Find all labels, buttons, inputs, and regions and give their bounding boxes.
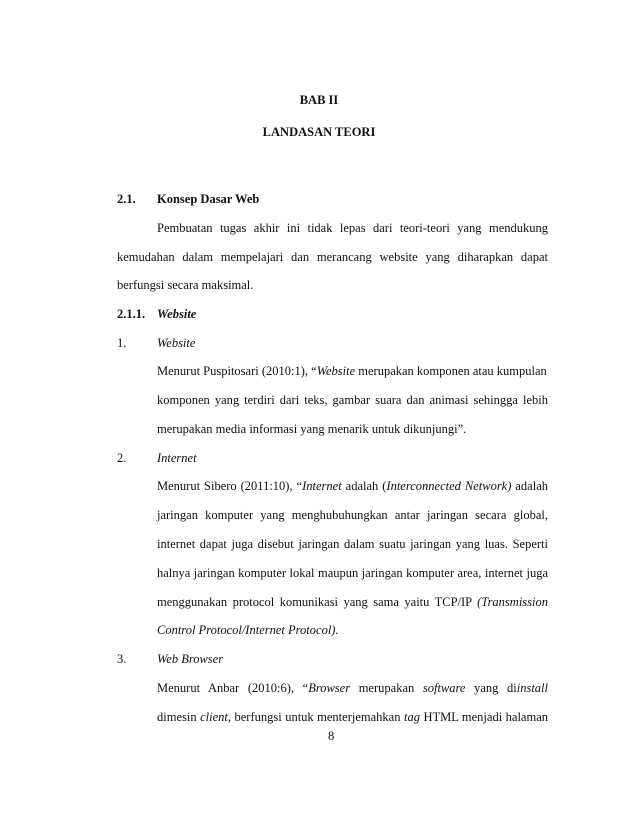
list-item-title: Web Browser: [157, 652, 224, 666]
subsection-number: 2.1.1.: [117, 307, 146, 321]
list-item-number: 3.: [117, 652, 127, 666]
paragraph-line: Control Protocol/Internet Protocol).: [157, 623, 339, 637]
paragraph-line: dimesin client, berfungsi untuk menterjemahkan tag HTML menjadi halaman: [157, 710, 549, 724]
paragraph-line: internet dapat juga disebut jaringan dalam suatu jaringan yang luas. Seperti: [157, 537, 548, 551]
paragraph-line: halnya jaringan komputer lokal maupun jaringan komputer area, internet juga: [157, 566, 548, 580]
list-item-number: 1.: [117, 336, 127, 350]
subsection-title: Website: [157, 307, 197, 321]
list-item-title: Internet: [157, 451, 197, 465]
section-number: 2.1.: [117, 192, 136, 206]
paragraph-line: kemudahan dalam mempelajari dan merancang website yang diharapkan dapat: [117, 250, 548, 264]
paragraph-line: Pembuatan tugas akhir ini tidak lepas dari teori-teori yang mendukung: [157, 221, 548, 235]
list-item-number: 2.: [117, 451, 127, 465]
paragraph-line: merupakan media informasi yang menarik untuk dikunjungi”.: [157, 422, 467, 436]
chapter-number: BAB II: [299, 93, 339, 107]
section-title: Konsep Dasar Web: [157, 192, 260, 206]
paragraph-line: komponen yang terdiri dari teks, gambar suara dan animasi sehingga lebih: [157, 393, 548, 407]
paragraph-line: Menurut Puspitosari (2010:1), “Website merupakan komponen atau kumpulan: [157, 364, 547, 378]
paragraph-line: menggunakan protocol komunikasi yang sama yaitu TCP/IP (Transmission: [157, 595, 548, 609]
page-number: 8: [328, 729, 335, 743]
paragraph-line: Menurut Sibero (2011:10), “Internet adalah (Interconnected Network) adalah: [157, 479, 548, 493]
chapter-title: LANDASAN TEORI: [262, 125, 376, 139]
paragraph-line: Menurut Anbar (2010:6), “Browser merupakan software yang diinstall: [157, 681, 549, 695]
paragraph-line: jaringan komputer yang menghubuhungkan antar jaringan secara global,: [157, 508, 548, 522]
list-item-title: Website: [157, 336, 196, 350]
paragraph-line: berfungsi secara maksimal.: [117, 278, 254, 292]
